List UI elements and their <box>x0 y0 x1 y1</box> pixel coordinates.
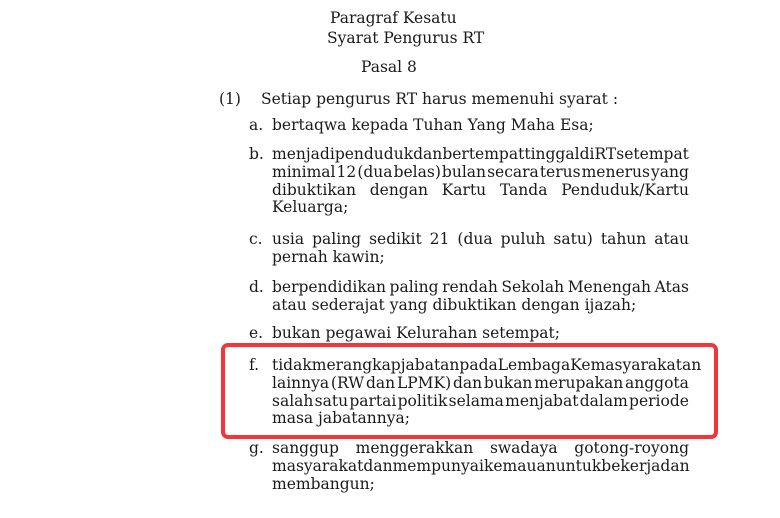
list-item-line: bukan pegawai Kelurahan setempat; <box>272 324 560 342</box>
list-item-line: usia paling sedikit 21 (dua puluh satu) tahun atau <box>272 230 689 248</box>
list-item-line: minimal 12 (dua belas) bulan secara terus menerus yang <box>272 162 689 181</box>
list-item-line: berpendidikan paling rendah Sekolah Menengah Atas <box>272 278 689 296</box>
list-item-line: lainnya (RW dan LPMK) dan bukan merupakan anggota <box>272 373 689 392</box>
list-item-line: tidak merangkap jabatan pada Lembaga Kemasyarakatan <box>272 356 702 374</box>
article-title: Pasal 8 <box>361 58 417 76</box>
list-item-letter: c. <box>249 230 263 248</box>
list-item-c <box>249 231 689 267</box>
list-item-line: menjadi penduduk dan bertempat tinggal di RT setempat <box>272 145 689 163</box>
clause-number: (1) <box>219 90 241 108</box>
list-item-b <box>249 146 689 217</box>
list-item-g <box>249 440 689 493</box>
list-item-letter: f. <box>249 356 260 374</box>
list-item-line: dibuktikan dengan Kartu Tanda Penduduk/Kartu <box>272 180 689 199</box>
list-item-a <box>249 117 689 135</box>
highlight-annotation-box <box>221 343 718 439</box>
list-item-line: masa jabatannya; <box>272 409 410 428</box>
list-item-letter: b. <box>249 145 264 163</box>
list-item-letter: d. <box>249 278 264 296</box>
list-item-letter: a. <box>249 116 264 134</box>
list-item-line: Keluarga; <box>272 198 349 217</box>
list-item-d <box>249 279 689 315</box>
section-heading: Paragraf Kesatu <box>330 9 457 27</box>
list-item-letter: e. <box>249 324 264 342</box>
list-item-line: sanggup menggerakkan swadaya gotong-royong <box>272 439 689 457</box>
section-subheading: Syarat Pengurus RT <box>327 29 485 47</box>
list-item-line: salah satu partai politik selama menjabat dalam periode <box>272 391 689 410</box>
list-item-e <box>249 325 689 343</box>
clause-intro <box>219 90 618 108</box>
list-item-line: bertaqwa kepada Tuhan Yang Maha Esa; <box>272 116 594 134</box>
list-item-line: atau sederajat yang dibuktikan dengan ijazah; <box>272 295 637 314</box>
list-item-line: masyarakat dan mempunyai kemauan untuk bekerja dan <box>272 456 690 475</box>
list-item-line: membangun; <box>272 474 375 493</box>
clause-text: Setiap pengurus RT harus memenuhi syarat : <box>261 90 619 108</box>
list-item-letter: g. <box>249 439 264 457</box>
list-item-line: pernah kawin; <box>272 247 385 266</box>
